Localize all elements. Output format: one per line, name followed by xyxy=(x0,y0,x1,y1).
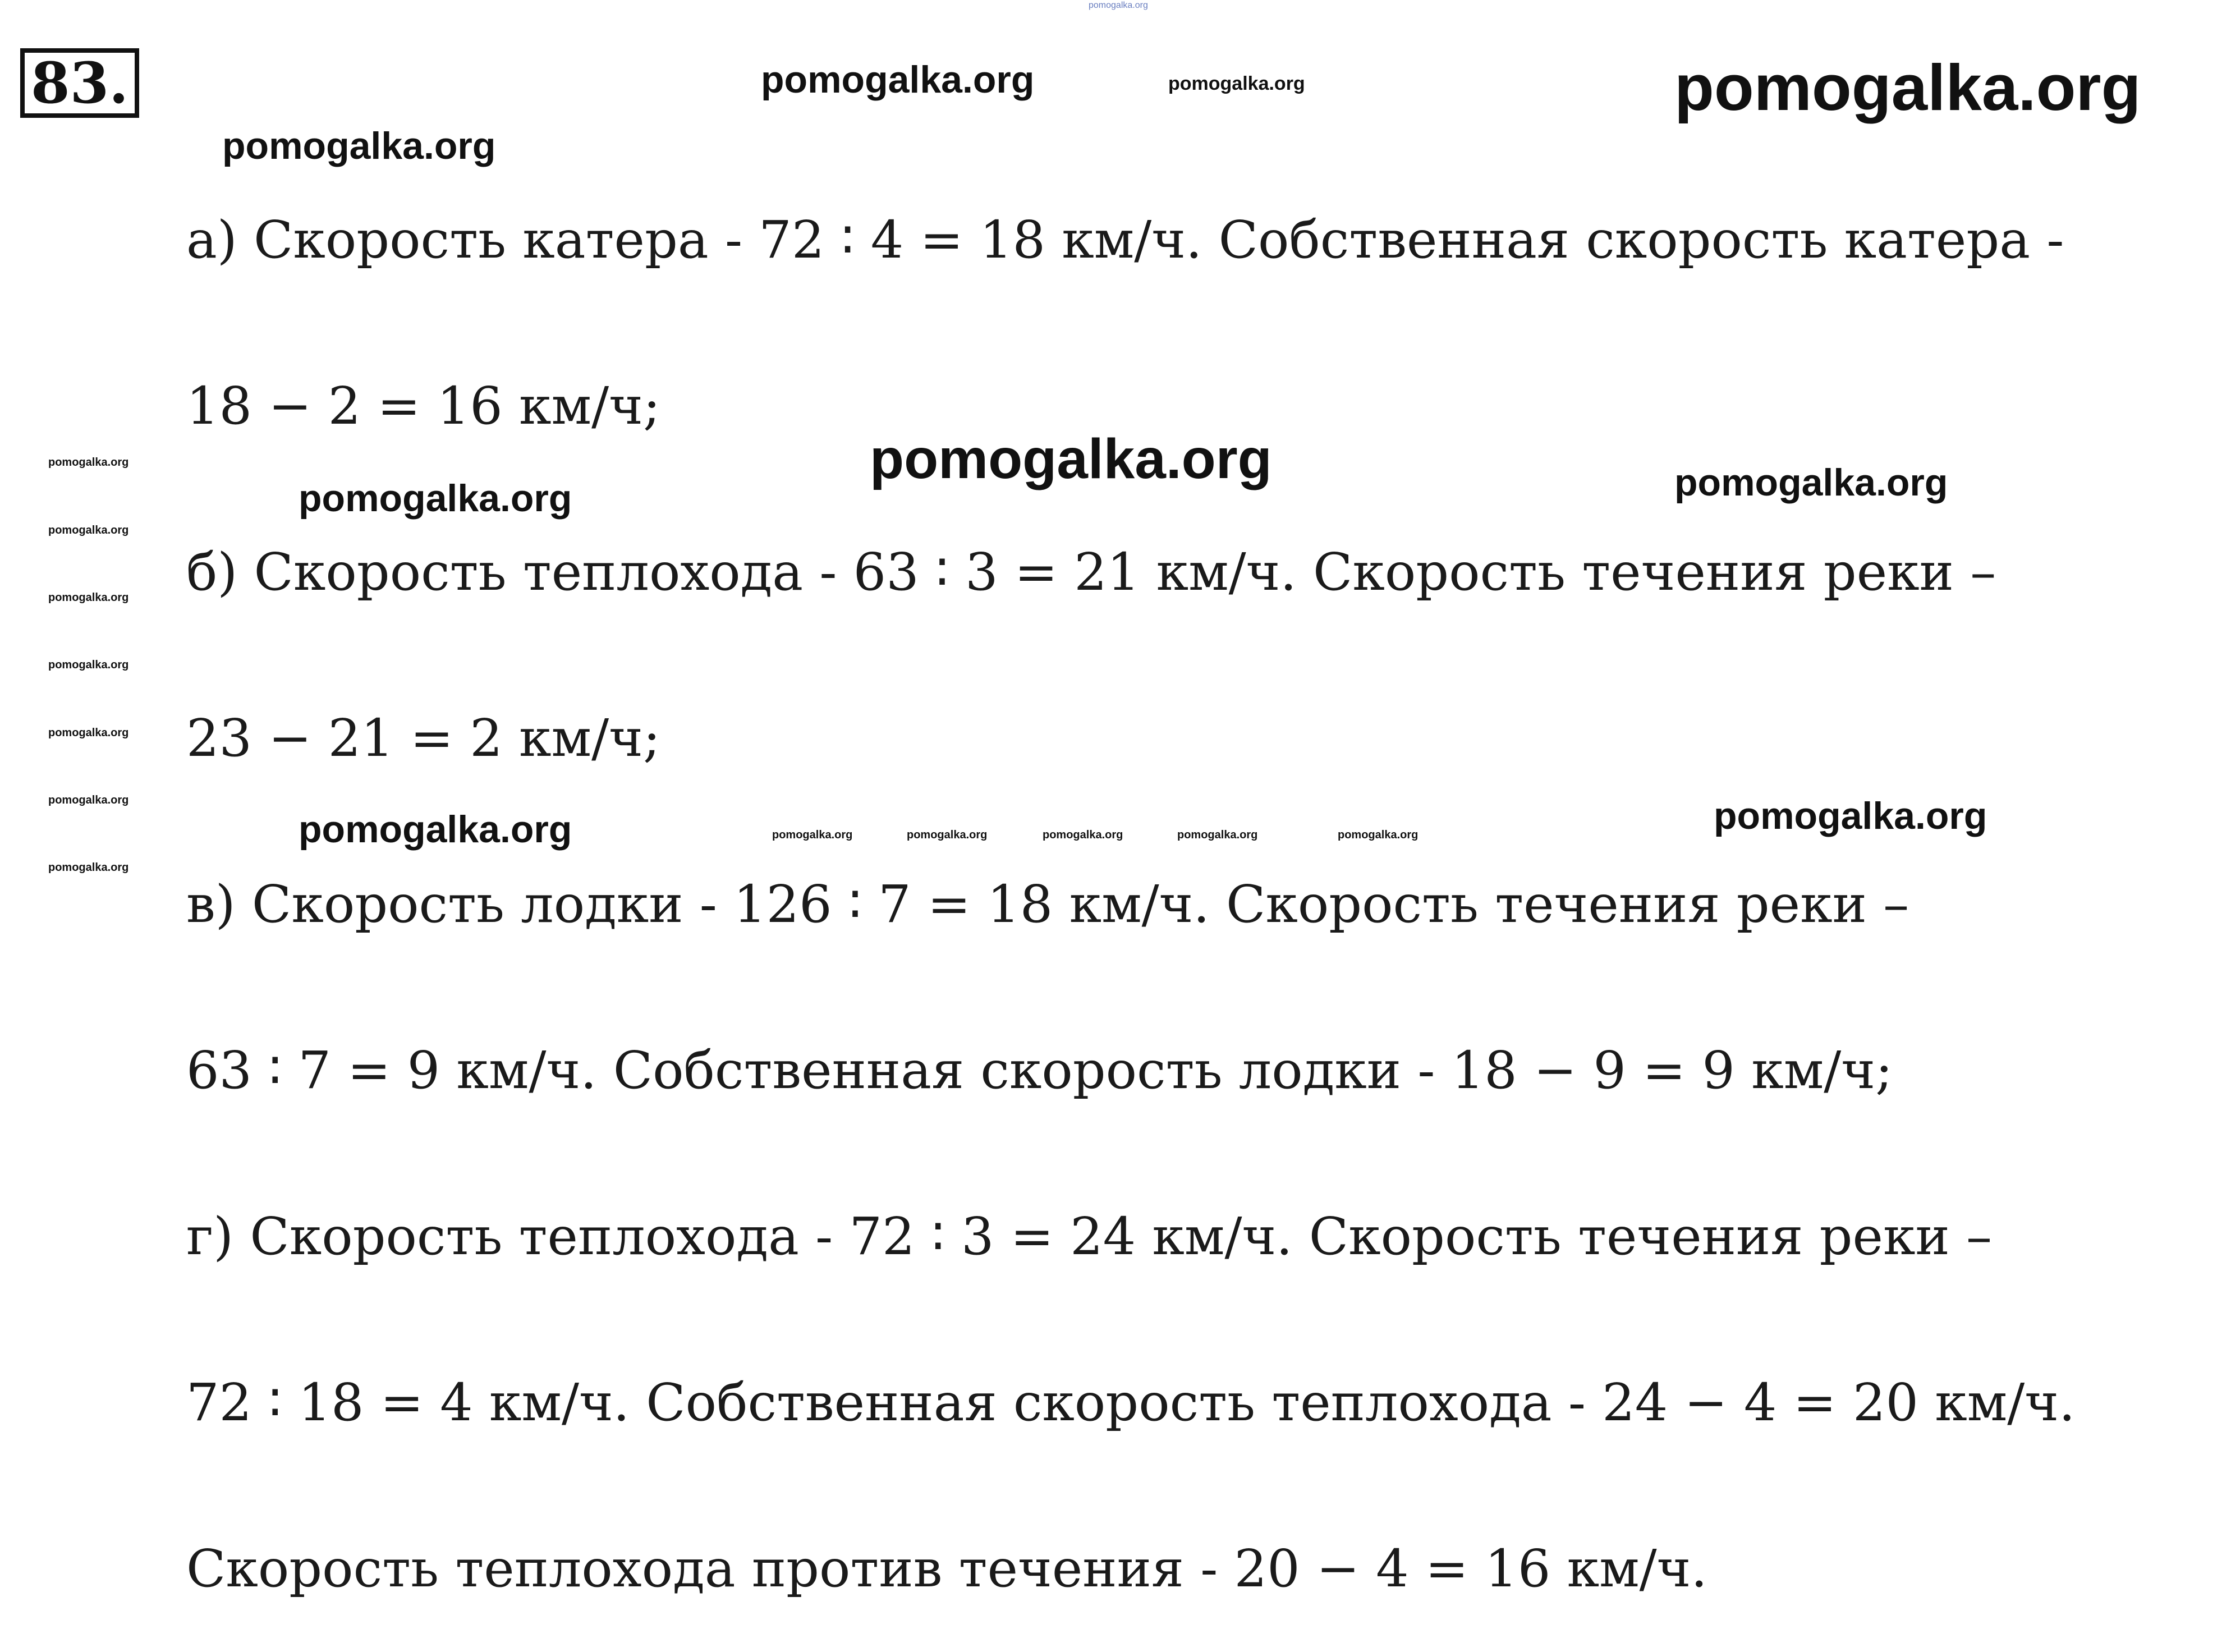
watermark: pomogalka.org xyxy=(48,659,129,671)
watermark: pomogalka.org xyxy=(48,861,129,874)
watermark: pomogalka.org xyxy=(761,58,1035,101)
solution-line: а) Скорость катера - 72 ∶ 4 = 18 км/ч. Собственная скорость катера - xyxy=(186,210,2064,270)
watermark: pomogalka.org xyxy=(1089,1,1148,10)
watermark: pomogalka.org xyxy=(1674,51,2141,124)
solution-text xyxy=(186,157,2229,1652)
watermark: pomogalka.org xyxy=(299,477,572,520)
solution-line: 72 ∶ 18 = 4 км/ч. Собственная скорость теплохода - 24 − 4 = 20 км/ч. xyxy=(186,1373,2076,1433)
watermark: pomogalka.org xyxy=(299,808,572,851)
solution-line: 23 − 21 = 2 км/ч; xyxy=(186,708,660,768)
watermark: pomogalka.org xyxy=(48,727,129,739)
watermark: pomogalka.org xyxy=(907,829,988,841)
watermark: pomogalka.org xyxy=(48,794,129,806)
watermark: pomogalka.org xyxy=(48,524,129,536)
solution-line: 18 − 2 = 16 км/ч; xyxy=(186,376,660,436)
solution-line: б) Скорость теплохода - 63 ∶ 3 = 21 км/ч. Скорость течения реки – xyxy=(186,542,1996,602)
watermark: pomogalka.org xyxy=(1168,73,1305,94)
solution-line: в) Скорость лодки - 126 ∶ 7 = 18 км/ч. Скорость течения реки – xyxy=(186,874,1909,934)
watermark: pomogalka.org xyxy=(1043,829,1123,841)
watermark: pomogalka.org xyxy=(1674,461,1948,504)
watermark: pomogalka.org xyxy=(48,591,129,604)
watermark: pomogalka.org xyxy=(870,428,1272,490)
watermark: pomogalka.org xyxy=(1177,829,1258,841)
problem-number: 83. xyxy=(20,48,139,118)
watermark: pomogalka.org xyxy=(1714,795,1987,837)
solution-line: 63 ∶ 7 = 9 км/ч. Собственная скорость лодки - 18 − 9 = 9 км/ч; xyxy=(186,1040,1893,1100)
watermark: pomogalka.org xyxy=(772,829,853,841)
solution-line: г) Скорость теплохода - 72 ∶ 3 = 24 км/ч. Скорость течения реки – xyxy=(186,1206,1993,1266)
watermark: pomogalka.org xyxy=(1338,829,1419,841)
watermark: pomogalka.org xyxy=(48,456,129,469)
watermark: pomogalka.org xyxy=(222,125,496,167)
solution-line: Скорость теплохода против течения - 20 − 4 = 16 км/ч. xyxy=(186,1539,1707,1599)
